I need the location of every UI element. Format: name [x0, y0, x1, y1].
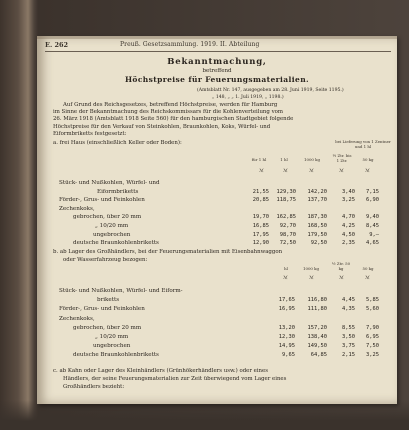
cell-value: 157,20 [307, 324, 327, 331]
cell-value: 142,20 [307, 188, 327, 195]
intro-line: Höchstpreise für den Verkauf von Steinkohlen, Braunkohlen, Koks, Würfel- und [53, 123, 271, 130]
cell-value: 13,20 [278, 324, 295, 331]
cell-value: 3,50 [342, 334, 355, 340]
section-c-line: Händlers, der seine Feuerungsmaterialien zur Zeit überwiegend vom Lager eines [63, 376, 287, 382]
cell-value: 2,35 [342, 240, 355, 247]
section-a-heading: a. frei Haus (einschließlich Keller oder Boden): [53, 140, 182, 146]
cell-value: 72,50 [279, 240, 296, 247]
cell-value: 12,90 [252, 240, 269, 247]
row-label: „ 10/20 mm [95, 223, 129, 229]
section-b-heading-2: oder Wasserfahrzeug bezogen: [63, 257, 148, 263]
currency-symbol: ℳ [309, 276, 314, 281]
page-top-shadow [37, 36, 397, 39]
intro-paragraph [53, 102, 387, 138]
cell-value: 162,85 [276, 214, 296, 221]
cell-value: 7,50 [366, 343, 379, 350]
section-a-col-header: ½ Ztr. bis 1 Ztr. [332, 153, 352, 163]
row-label: „ 10/20 mm [95, 334, 129, 340]
cell-value: 3,40 [342, 188, 355, 195]
header-rule [45, 51, 391, 52]
cell-value: 4,50 [342, 231, 355, 238]
section-b-col-header: 50 kg [362, 266, 374, 271]
cell-value: 179,50 [307, 231, 327, 238]
row-label: Zechenkoks, [59, 205, 95, 212]
currency-symbol: ℳ [259, 169, 264, 174]
book-page [37, 36, 397, 404]
row-label: Stück- und Nußkohlen, Würfel- und Eiform- [59, 288, 183, 294]
section-a-column-group-header: bei Lieferung von 1 Zentner und 1 hl [335, 139, 391, 149]
row-label: Stück- und Nußkohlen, Würfel- und [59, 180, 160, 186]
cell-value: 3,25 [342, 197, 355, 204]
section-b-col-header: hl [284, 266, 288, 271]
cell-value: 14,95 [278, 343, 295, 350]
row-label: Förder-, Grus- und Feinkohlen [59, 306, 145, 313]
cell-value: 9,40 [366, 214, 379, 221]
currency-symbol: ℳ [365, 276, 370, 281]
row-label: Zechenkoks, [59, 315, 95, 322]
section-a-col-header: 1 hl [280, 157, 288, 162]
cell-value: 3,75 [342, 343, 355, 350]
row-label: deutsche Braunkohlenbriketts [73, 240, 159, 247]
row-label: ungebrochen [93, 231, 131, 238]
cell-value: 111,80 [307, 306, 327, 313]
cell-value: 5,85 [366, 297, 379, 304]
cell-value: 4,25 [342, 223, 355, 229]
section-c-line: Großhändlers bezieht: [63, 384, 125, 390]
cell-value: 149,50 [307, 343, 327, 350]
cell-value: 92,50 [310, 240, 327, 247]
currency-symbol: ℳ [339, 169, 344, 174]
currency-symbol: ℳ [339, 276, 344, 281]
running-title: Preuß. Gesetzsammlung. 1919. II. Abteilung [120, 41, 260, 48]
page-number: E. 262 [45, 41, 69, 49]
section-c-line: c. ab Kahn oder Lager des Kleinhändlers (Grünhökerhändlers usw.) oder eines [53, 368, 268, 374]
row-label: Eiformbriketts [97, 188, 139, 195]
cell-value: 20,85 [252, 197, 269, 204]
section-b-heading-1: b. ab Lager des Großhändlers, bei der Feuerungsmaterialien mit Eisenbahnwaggon [53, 249, 283, 255]
cell-value: 7,15 [366, 188, 379, 195]
section-a-col-header: 50 kg [362, 157, 374, 162]
cell-value: 16,85 [252, 223, 269, 229]
notice-reference-1: (Amtsblatt Nr. 147, ausgegeben am 28. Juni 1919, Seite 1195.) [197, 88, 344, 93]
cell-value: 9,65 [282, 352, 295, 359]
cell-value: 12,30 [278, 334, 295, 340]
row-label: deutsche Braunkohlenbriketts [73, 352, 159, 359]
currency-symbol: ℳ [283, 169, 288, 174]
cell-value: 118,75 [276, 197, 296, 204]
currency-symbol: ℳ [365, 169, 370, 174]
cell-value: 168,50 [307, 223, 327, 229]
section-a-col-header: 1000 kg [304, 157, 320, 162]
cell-value: 17,95 [252, 231, 269, 238]
cell-value: 4,70 [342, 214, 355, 221]
cell-value: 6,95 [366, 334, 379, 340]
cell-value: 7,90 [366, 324, 379, 331]
intro-line: Auf Grund des Reichsgesetzes, betreffend Höchstpreise, werden für Hamburg [63, 102, 278, 108]
cell-value: 98,70 [279, 231, 296, 238]
row-label: ungebrochen [93, 343, 131, 350]
cell-value: 92,70 [279, 223, 296, 229]
currency-symbol: ℳ [283, 276, 288, 281]
cell-value: 19,70 [252, 214, 269, 221]
notice-subtitle: betreffend [202, 68, 232, 74]
cell-value: 116,80 [307, 297, 327, 304]
row-label: gebrochen, über 20 mm [73, 214, 142, 221]
intro-line: 26. März 1918 (Amtsblatt 1918 Seite 560) für den hamburgischen Stadtgebiet folgende [53, 116, 294, 123]
cell-value: 16,95 [278, 306, 295, 313]
row-label: gebrochen, über 20 mm [73, 324, 142, 331]
currency-symbol: ℳ [309, 169, 314, 174]
notice-title: Bekanntmachung, [167, 57, 267, 67]
cell-value: 4,35 [342, 306, 355, 313]
intro-line: im Sinne der Bekanntmachung des Reichskommissars für die Kohlenverteilung vom [53, 109, 283, 116]
section-b-col-header: 1000 kg [303, 266, 319, 271]
row-label: Förder-, Grus- und Feinkohlen [59, 197, 145, 204]
cell-value: 138,40 [307, 334, 327, 340]
cell-value: 187,30 [307, 214, 327, 221]
cell-value: 4,45 [342, 297, 355, 304]
section-a-col-header: für 1 hl [251, 157, 267, 162]
cell-value: 21,55 [252, 188, 269, 195]
cell-value: 4,65 [366, 240, 379, 247]
cell-value: 9,— [369, 231, 379, 238]
running-header [37, 41, 397, 51]
intro-line: Eiformbriketts festgesetzt: [53, 130, 127, 137]
row-label: briketts [97, 297, 120, 304]
cell-value: 5,60 [366, 306, 379, 313]
notice-reference-2: „ 148, „ „ 1. Juli 1919, „ 1198.) [212, 95, 284, 100]
scan-shadow [0, 400, 409, 430]
cell-value: 8,45 [366, 223, 379, 229]
cell-value: 3,25 [366, 352, 379, 359]
cell-value: 17,65 [278, 297, 295, 304]
cell-value: 137,70 [307, 197, 327, 204]
cell-value: 6,90 [366, 197, 379, 204]
cell-value: 64,85 [310, 352, 327, 359]
cell-value: 2,15 [342, 352, 355, 359]
cell-value: 129,30 [276, 188, 296, 195]
section-b-col-header: ½ Ztr. 50 kg [331, 261, 351, 271]
cell-value: 8,55 [342, 324, 355, 331]
notice-heading: Höchstpreise für Feuerungsmaterialien. [124, 75, 310, 84]
